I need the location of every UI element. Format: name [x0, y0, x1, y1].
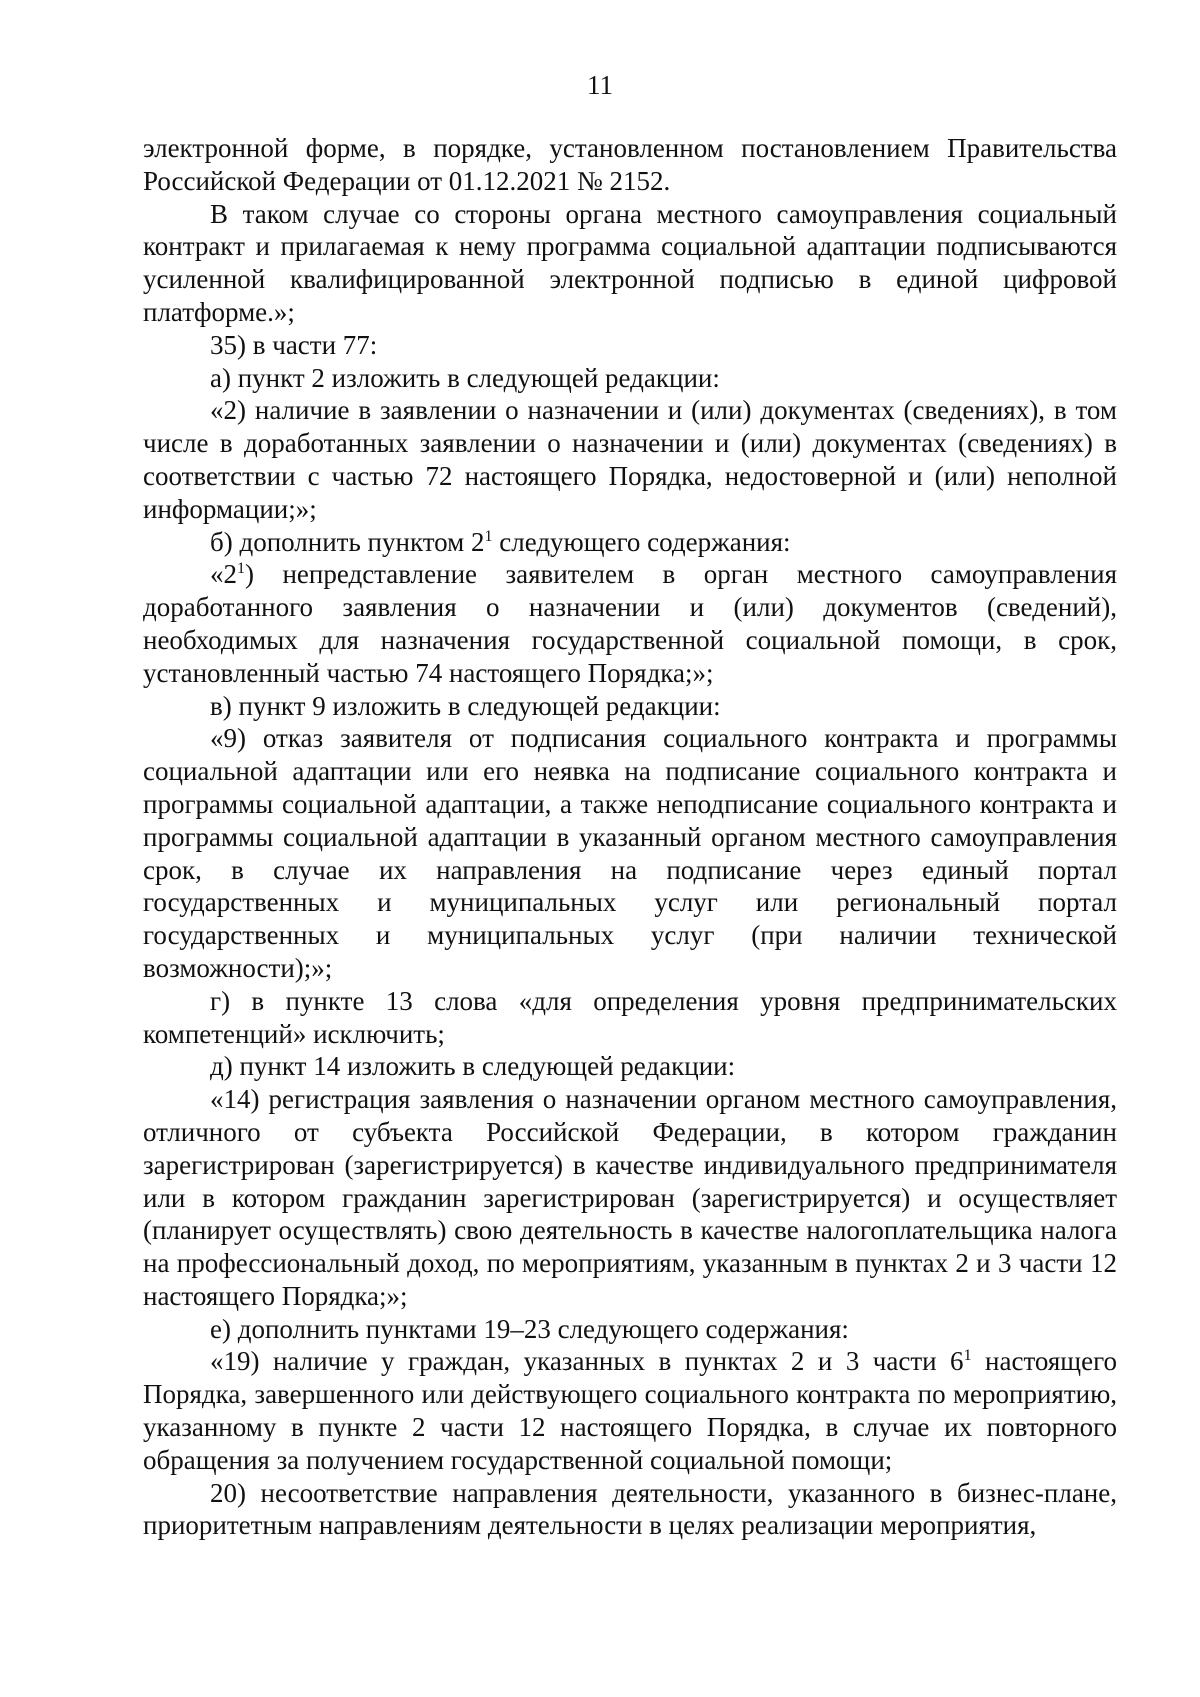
paragraph: в) пункт 9 изложить в следующей редакции:: [210, 690, 721, 721]
paragraph-text: настоящего Порядка, завершенного или действующего социального контракта по мероприятию, указанному в пункте 2 части 12 настоящего Порядка, в случае их повторного обращения за получением государственной социальной помощи;: [143, 1346, 1117, 1475]
superscript: 1: [963, 1347, 972, 1365]
paragraph-text: б) дополнить пунктом 2: [210, 526, 485, 557]
paragraph-text: ) непредставление заявителем в орган местного самоуправления доработанного заявления о назначении и (или) документов (сведений), необходимых для назначения государственной социальной помощи, в срок, установленный частью 74 настоящего Порядка;»;: [143, 559, 1117, 688]
paragraph: «9) отказ заявителя от подписания социального контракта и программы социальной адаптации или его неявка на подписание социального контракта и программы социальной адаптации, а также неподписание социального контракта и программы социальной адаптации в указанный органом местного самоуправления срок, в случае их направления на подписание через единый портал государственных и муниципальных услуг или региональный портал государственных и муниципальных услуг (при наличии технической возможности);»;: [143, 723, 1117, 983]
paragraph: д) пункт 14 изложить в следующей редакции:: [210, 1051, 736, 1082]
paragraph: е) дополнить пунктами 19–23 следующего содержания:: [210, 1313, 849, 1344]
paragraph: 35) в части 77:: [210, 329, 378, 360]
paragraph-text: «19) наличие у граждан, указанных в пунктах 2 и 3 части 6: [210, 1346, 964, 1377]
superscript: 1: [237, 560, 245, 578]
page-number: 11: [587, 70, 613, 100]
paragraph: а) пункт 2 изложить в следующей редакции:: [210, 362, 720, 393]
document-body: [143, 132, 1117, 1542]
superscript: 1: [484, 527, 493, 545]
paragraph: [143, 1345, 1117, 1476]
paragraph: г) в пункте 13 слова «для определения уровня предпринимательских компетенций» исключить;: [143, 985, 1117, 1049]
paragraph: «14) регистрация заявления о назначении органом местного самоуправления, отличного от субъекта Российской Федерации, в котором гражданин зарегистрирован (зарегистрируется) в качестве индивидуального предпринимателя или в котором гражданин зарегистрирован (зарегистрируется) и осуществляет (планирует осуществлять) свою деятельность в качестве налогоплательщика налога на профессиональный доход, по мероприятиям, указанным в пунктах 2 и 3 части 12 настоящего Порядка;»;: [143, 1084, 1117, 1311]
paragraph: 20) несоответствие направления деятельности, указанного в бизнес-плане, приоритетным направлениям деятельности в целях реализации мероприятия,: [143, 1477, 1117, 1541]
paragraph: «2) наличие в заявлении о назначении и (или) документах (сведениях), в том числе в доработанных заявлении о назначении и (или) документах (сведениях) в соответствии с частью 72 настоящего Порядка, недостоверной и (или) неполной информации;»;: [143, 395, 1117, 524]
paragraph: [143, 558, 1117, 689]
paragraph: [143, 526, 1117, 559]
paragraph-text: следующего содержания:: [492, 526, 791, 557]
paragraph: электронной форме, в порядке, установленном постановлением Правительства Российской Федерации от 01.12.2021 № 2152.: [143, 133, 1117, 196]
paragraph-text: «2: [210, 559, 237, 590]
paragraph: В таком случае со стороны органа местного самоуправления социальный контракт и прилагаемая к нему программа социальной адаптации подписываются усиленной квалифицированной электронной подписью в единой цифровой платформе.»;: [143, 198, 1117, 327]
